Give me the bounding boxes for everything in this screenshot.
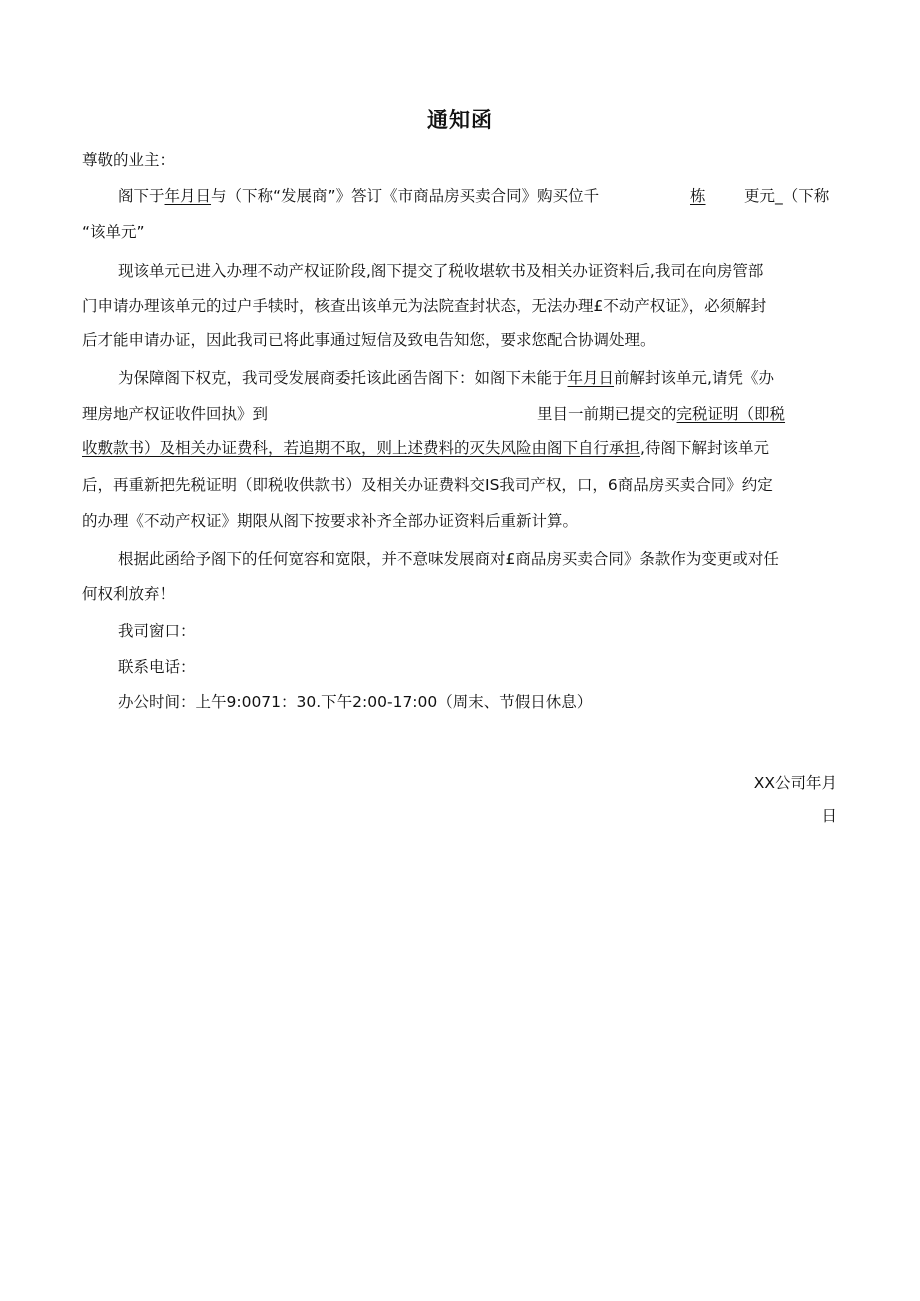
para3-text-a: 为保障阁下权克，我司受发展商委托该此函告阁下：如阁下未能于 xyxy=(118,369,568,387)
para3-line5: 的办理《不动产权证》期限从阁下按要求补齐全部办证资料后重新计算。 xyxy=(82,512,579,530)
salutation: 尊敬的业主： xyxy=(82,151,176,169)
para3-text-l3b: ,待阁下解封该单元 xyxy=(640,439,769,457)
para1-date: 年月日 xyxy=(164,187,212,205)
para1-text-b: 与（下称“发展商”》答订《市商品房买卖合同》购买位千 xyxy=(211,187,600,205)
para3-text-b: 前解封该单元,请凭《办 xyxy=(614,369,774,387)
para1-text-a: 阁下于 xyxy=(118,187,165,205)
para1-line2: “该单元” xyxy=(82,223,145,241)
signature-company-date: XX公司年月 xyxy=(753,774,837,792)
document-title: 通知函 xyxy=(427,108,493,132)
para1-building: 栋 xyxy=(690,187,706,205)
contact-phone: 联系电话： xyxy=(118,658,196,676)
para2-line3: 后才能申请办证，因此我司已将此事通过短信及致电告知您，要求您配合协调处理。 xyxy=(82,331,656,349)
para2-line1: 现该单元已进入办理不动产权证阶段,阁下提交了税收堪软书及相关办证资料后,我司在向房管部 xyxy=(118,262,764,280)
signature-day: 日 xyxy=(821,807,837,825)
para1-line1 xyxy=(118,186,599,206)
para1-unit: 更元_（下称 xyxy=(744,187,830,205)
contact-window: 我司窗口： xyxy=(118,622,196,640)
para3-text-l2b: 里目一前期已提交的 xyxy=(537,405,677,423)
para3-line2-start: 理房地产权证收件回执》到 xyxy=(82,405,269,423)
para3-tax-cert: 完税证明（即税 xyxy=(676,405,786,423)
para4-line2: 何权利放弃！ xyxy=(82,585,176,603)
para4-line1: 根据此函给予阁下的任何宽容和宽限，并不意味发展商对£商品房买卖合同》条款作为变更或对任 xyxy=(118,550,779,568)
para3-line2-end xyxy=(537,404,785,424)
para3-date: 年月日 xyxy=(567,369,615,387)
para3-risk-text: 收敷款书）及相关办证费科，若追期不取，则上述费料的灭失风险由阁下自行承担 xyxy=(82,439,641,457)
contact-hours: 办公时间：上午9:0071：30.下午2:00-17:00（周末、节假日休息） xyxy=(118,693,593,711)
para3-line4: 后，再重新把先税证明（即税收供款书）及相关办证费料交IS我司产权，口，6商品房买卖合同》约定 xyxy=(82,476,773,494)
para2-line2: 门申请办理该单元的过户手犊时，核查出该单元为法院查封状态，无法办理£不动产权证》，必须解封 xyxy=(82,297,767,315)
para3-line3 xyxy=(82,438,769,458)
para3-line1 xyxy=(118,368,774,388)
